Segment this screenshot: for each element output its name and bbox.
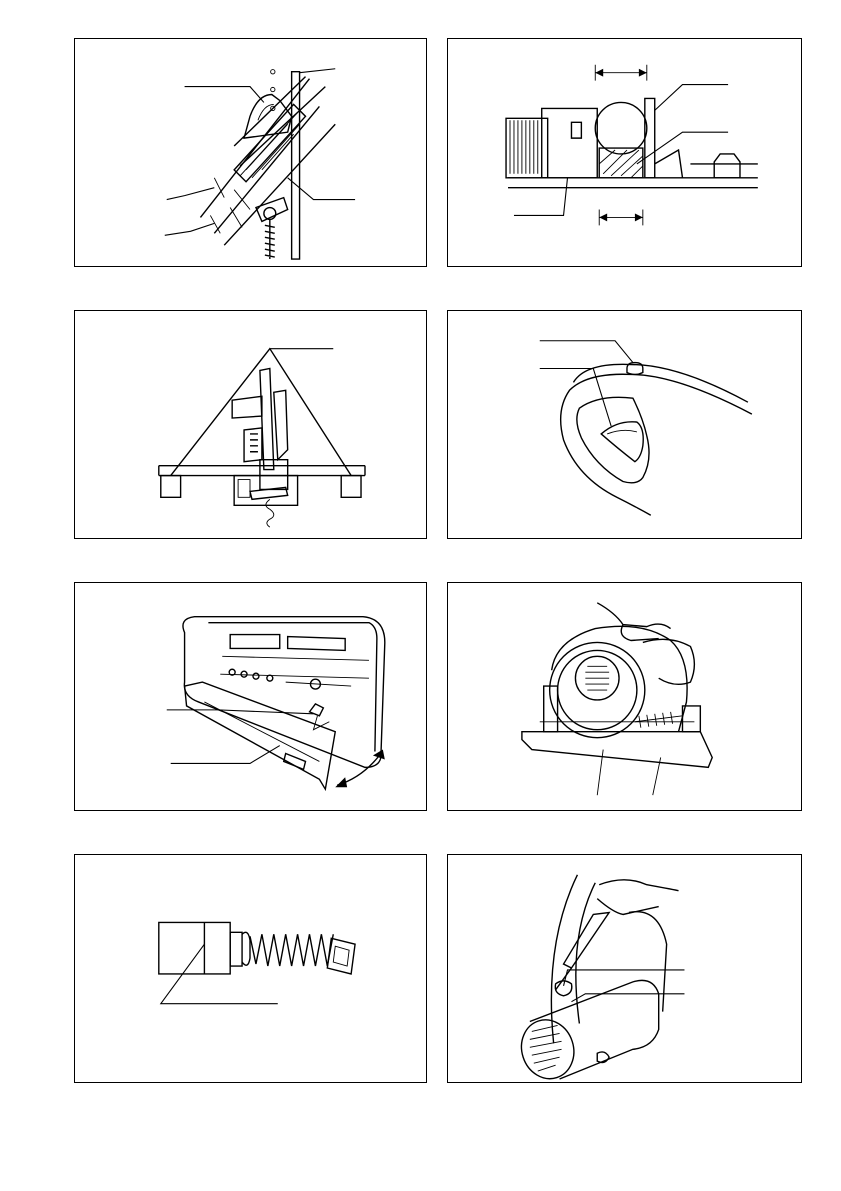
handle-grip-opening: [577, 397, 649, 482]
figure-2-drawing: [448, 39, 801, 266]
arrowheads: [335, 750, 385, 788]
hand-upper: [599, 880, 678, 891]
leader-line: [165, 223, 215, 235]
bolt-hole: [241, 671, 247, 677]
wrench-holder-plate: [185, 682, 336, 789]
figure-5-drawing: [75, 583, 426, 810]
leader-line: [514, 178, 568, 216]
support-block-left: [161, 476, 181, 498]
leader-line: [655, 85, 728, 111]
figure-7-carbon-brush: [74, 854, 427, 1083]
leader-line: [540, 368, 611, 425]
jaw-rib: [655, 150, 683, 178]
wheel-guard: [274, 390, 288, 459]
tool-handle: [629, 912, 667, 1012]
carbon-brush: [159, 922, 230, 974]
support-block-right: [341, 476, 361, 498]
handle-outer: [561, 374, 752, 515]
leader-line: [300, 69, 336, 73]
spring-housing: [244, 428, 262, 462]
body-edge: [224, 124, 335, 245]
long-workpiece: [159, 466, 365, 476]
chain: [266, 499, 274, 527]
leader-line: [571, 994, 684, 1002]
handle-top-edge: [573, 364, 747, 402]
figure-1-drawing: [75, 39, 426, 266]
base-slot: [288, 637, 345, 651]
end-cap-inner: [333, 946, 349, 966]
jaw-bolt: [571, 122, 581, 138]
motor-vents: [530, 1025, 562, 1071]
figure-8-brush-cap: [447, 854, 802, 1083]
vise-fence: [544, 686, 558, 732]
motor-housing: [232, 396, 262, 418]
body-edge: [200, 79, 309, 218]
bolt-shaft: [313, 716, 329, 730]
vise-spring: [635, 712, 683, 728]
bolt-hole: [253, 673, 259, 679]
leader-line: [185, 87, 264, 103]
tool-base: [522, 732, 712, 768]
trigger-edge: [607, 430, 637, 434]
leader-line: [637, 132, 728, 164]
leader-line: [288, 178, 355, 200]
guard-edge: [551, 875, 577, 1044]
body-edge: [214, 106, 319, 233]
center-slot: [286, 682, 351, 686]
screwdriver-handle: [564, 912, 610, 968]
spring-coils: [250, 934, 333, 966]
threaded-spindle: [265, 219, 275, 259]
leader-line: [167, 188, 215, 200]
motor-end-cap: [514, 1013, 581, 1082]
plate-edge: [204, 702, 319, 761]
base-rib: [220, 656, 369, 678]
vise-nut: [714, 154, 740, 178]
brush-holder-cap[interactable]: [555, 981, 572, 996]
figure-2-vise-spacer: [447, 38, 802, 267]
figure-8-drawing: [448, 855, 801, 1082]
guide-hole: [271, 87, 275, 91]
bolt-hole: [267, 675, 273, 681]
figure-4-drawing: [448, 311, 801, 538]
spring: [250, 434, 258, 452]
guide-hole: [271, 70, 275, 74]
brush-collar: [230, 932, 242, 966]
base-slot: [238, 480, 250, 498]
lower-clamp: [256, 198, 288, 222]
base-line: [508, 178, 758, 188]
vise-jaw-right: [645, 98, 655, 177]
motor-housing: [530, 980, 659, 1079]
figure-3-workpiece-supports: [74, 310, 427, 539]
person-legs: [597, 750, 660, 796]
base-outline: [183, 617, 385, 768]
motor-vents: [585, 666, 609, 690]
leader-line: [564, 970, 685, 986]
screwdriver-shaft: [556, 968, 572, 990]
switch-trigger[interactable]: [601, 422, 643, 462]
dimension-line: [210, 208, 242, 234]
spring-start: [242, 932, 250, 965]
hand-lower: [597, 899, 658, 915]
leader-line: [540, 341, 633, 363]
lead-screw: [506, 120, 538, 174]
figure-3-drawing: [75, 311, 426, 538]
leader-line: [167, 710, 314, 714]
figure-6-drawing: [448, 583, 801, 810]
vise-jaw-left: [542, 108, 598, 177]
figure-4-handle-switch: [447, 310, 802, 539]
carrying-arm: [597, 603, 670, 629]
figure-6-carrying: [447, 582, 802, 811]
base-slot: [230, 635, 280, 649]
round-workpiece: [595, 102, 647, 154]
figure-5-wrench-holder: [74, 582, 427, 811]
vise-handle-block: [682, 706, 700, 732]
figure-1-wheel-guard: [74, 38, 427, 267]
figure-7-drawing: [75, 855, 426, 1082]
